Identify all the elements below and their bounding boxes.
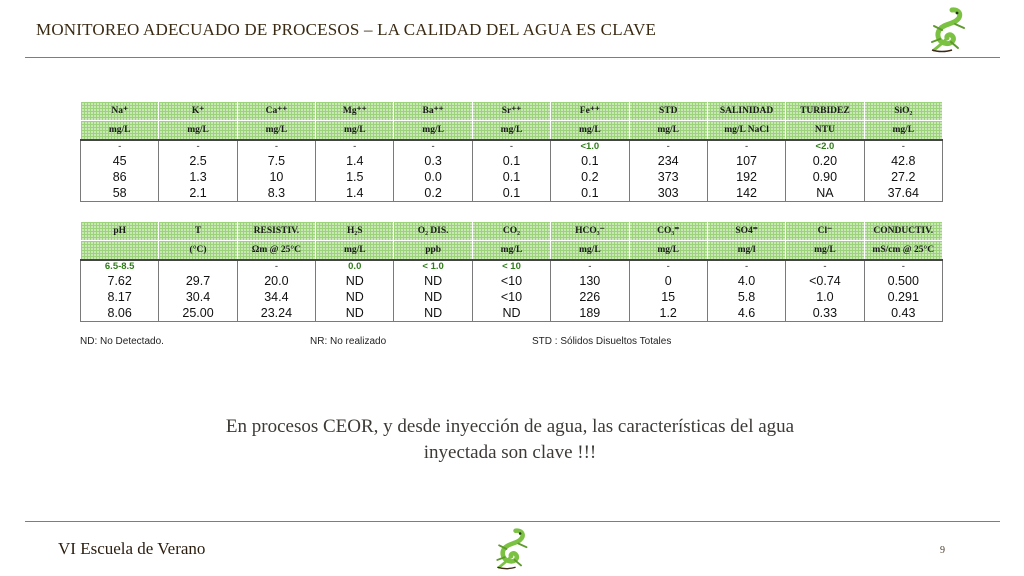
col-header: RESISTIV. [237,222,315,241]
key-message [130,414,890,466]
footnote-nd: ND: No Detectado. [80,336,164,347]
col-unit: mg/L [629,121,707,141]
col-unit: mg/L [394,121,472,141]
page-number: 9 [940,545,945,556]
data-cell: 1.4 [316,185,394,202]
col-unit: mg/L [237,121,315,141]
reference-cell: - [629,140,707,153]
data-cell: 5.8 [707,289,785,305]
data-cell: 0.1 [551,153,629,169]
reference-cell: - [237,260,315,273]
data-cell: 34.4 [237,289,315,305]
reference-cell: <1.0 [551,140,629,153]
header-divider [25,57,1000,58]
anion-analysis-table [80,221,943,322]
reference-row [81,260,943,273]
col-header: CO₂ [472,222,550,241]
reference-cell: <2.0 [786,140,864,153]
data-cell: 0.20 [786,153,864,169]
data-cell: 0.1 [472,153,550,169]
col-unit: Ωm @ 25°C [237,241,315,261]
data-cell: 130 [551,273,629,289]
table-row [81,153,943,169]
data-cell: 2.5 [159,153,237,169]
data-cell: 226 [551,289,629,305]
data-cell: ND [316,305,394,322]
footer-label: VI Escuela de Verano [58,539,206,558]
data-cell: 303 [629,185,707,202]
data-cell: 189 [551,305,629,322]
col-header: T [159,222,237,241]
data-cell: 0.90 [786,169,864,185]
col-unit: NTU [786,121,864,141]
col-unit: mg/L [472,241,550,261]
col-unit: mg/L [316,241,394,261]
table-unit-row [81,121,943,141]
data-cell: 20.0 [237,273,315,289]
data-cell: 42.8 [864,153,942,169]
key-message-line-1: En procesos CEOR, y desde inyección de agua, las características del agua [225,416,795,437]
reference-cell: 6.5-8.5 [81,260,159,273]
col-unit: mS/cm @ 25°C [864,241,942,261]
reference-cell: - [159,140,237,153]
data-cell: 0 [629,273,707,289]
col-unit: ppb [394,241,472,261]
col-unit: mg/L [864,121,942,141]
table-row [81,273,943,289]
data-cell: <0.74 [786,273,864,289]
data-cell: 25.00 [159,305,237,322]
col-header: Cl⁻ [786,222,864,241]
data-cell: 30.4 [159,289,237,305]
data-cell: 45 [81,153,159,169]
table-row [81,169,943,185]
data-cell: <10 [472,289,550,305]
col-header: STD [629,102,707,121]
data-cell: 2.1 [159,185,237,202]
data-cell: 0.3 [394,153,472,169]
col-unit: mg/L [316,121,394,141]
data-cell: 0.0 [394,169,472,185]
col-header: Fe⁺⁺ [551,102,629,121]
table-header-row [81,102,943,121]
data-cell: 1.5 [316,169,394,185]
col-header: Mg⁺⁺ [316,102,394,121]
reference-cell: < 10 [472,260,550,273]
iguana-footer-logo-icon [490,525,532,573]
data-cell: 0.2 [394,185,472,202]
iguana-logo-icon [924,6,970,54]
col-header: Ba⁺⁺ [394,102,472,121]
data-cell: 373 [629,169,707,185]
footnote-std: STD : Sólidos Disueltos Totales [532,336,672,347]
reference-cell: - [864,140,942,153]
reference-cell: < 1.0 [394,260,472,273]
reference-cell: - [707,140,785,153]
data-cell: ND [394,273,472,289]
data-cell: 1.4 [316,153,394,169]
col-header: TURBIDEZ [786,102,864,121]
col-unit: mg/L [786,241,864,261]
data-cell: 107 [707,153,785,169]
data-cell: ND [316,273,394,289]
col-header: O₂ DIS. [394,222,472,241]
col-unit: mg/L [551,121,629,141]
col-header: CO₃⁼ [629,222,707,241]
data-cell: 37.64 [864,185,942,202]
data-cell: 8.06 [81,305,159,322]
col-header: Ca⁺⁺ [237,102,315,121]
data-cell: 0.1 [472,185,550,202]
data-cell: ND [472,305,550,322]
reference-cell: - [551,260,629,273]
col-header: SALINIDAD [707,102,785,121]
col-unit: mg/l [707,241,785,261]
reference-cell [159,260,237,273]
col-unit: mg/L [81,121,159,141]
reference-cell: - [316,140,394,153]
data-cell: 1.0 [786,289,864,305]
key-message-line-2: inyectada son clave !!! [423,442,597,463]
data-cell: 1.3 [159,169,237,185]
col-unit [81,241,159,261]
data-cell: 7.62 [81,273,159,289]
col-unit: mg/L [159,121,237,141]
reference-cell: - [394,140,472,153]
data-cell: ND [394,289,472,305]
table-row [81,185,943,202]
data-cell: 1.2 [629,305,707,322]
data-cell: 0.2 [551,169,629,185]
data-cell: 0.1 [472,169,550,185]
data-cell: 0.291 [864,289,942,305]
col-unit: (°C) [159,241,237,261]
cation-analysis-table [80,101,943,202]
data-cell: 86 [81,169,159,185]
reference-cell: - [81,140,159,153]
col-header: pH [81,222,159,241]
col-header: Na⁺ [81,102,159,121]
col-header: HCO₃⁻ [551,222,629,241]
reference-cell: - [864,260,942,273]
table-header-row [81,222,943,241]
data-cell: 0.43 [864,305,942,322]
page-title: MONITOREO ADECUADO DE PROCESOS – LA CALIDAD DEL AGUA ES CLAVE [36,20,657,39]
footer-divider [25,521,1000,522]
col-unit: mg/L NaCl [707,121,785,141]
data-cell: 29.7 [159,273,237,289]
data-cell: 27.2 [864,169,942,185]
data-cell: 0.500 [864,273,942,289]
reference-cell: - [629,260,707,273]
reference-row [81,140,943,153]
data-cell: 8.17 [81,289,159,305]
col-unit: mg/L [629,241,707,261]
data-cell: 234 [629,153,707,169]
data-cell: 58 [81,185,159,202]
data-cell: ND [316,289,394,305]
data-cell: 142 [707,185,785,202]
col-header: SO4⁼ [707,222,785,241]
table-unit-row [81,241,943,261]
data-cell: 192 [707,169,785,185]
reference-cell: 0.0 [316,260,394,273]
data-cell: 4.0 [707,273,785,289]
footnote-nr: NR: No realizado [310,336,387,347]
col-header: CONDUCTIV. [864,222,942,241]
data-cell: 0.33 [786,305,864,322]
data-cell: 10 [237,169,315,185]
data-cell: 4.6 [707,305,785,322]
col-unit: mg/L [551,241,629,261]
reference-cell: - [707,260,785,273]
col-unit: mg/L [472,121,550,141]
reference-cell: - [472,140,550,153]
reference-cell: - [237,140,315,153]
data-cell: <10 [472,273,550,289]
data-cell: NA [786,185,864,202]
data-cell: 23.24 [237,305,315,322]
data-cell: ND [394,305,472,322]
table-row [81,289,943,305]
col-header: H₂S [316,222,394,241]
col-header: Sr⁺⁺ [472,102,550,121]
table-row [81,305,943,322]
col-header: SiO₂ [864,102,942,121]
reference-cell: - [786,260,864,273]
data-cell: 7.5 [237,153,315,169]
data-cell: 0.1 [551,185,629,202]
col-header: K⁺ [159,102,237,121]
data-cell: 15 [629,289,707,305]
data-cell: 8.3 [237,185,315,202]
